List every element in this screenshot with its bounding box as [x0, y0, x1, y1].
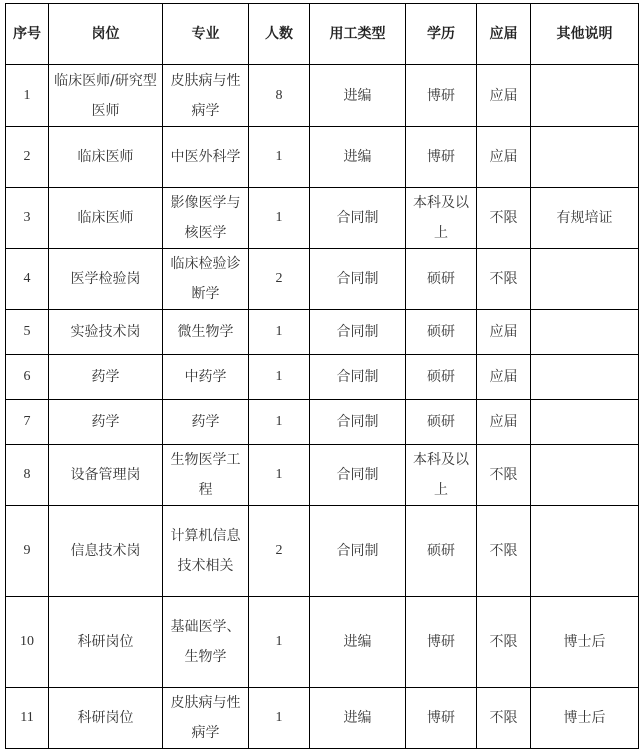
cell-type: 合同制 [310, 445, 406, 506]
cell-count: 1 [249, 127, 310, 188]
header-row [6, 4, 639, 65]
cell-fresh: 应届 [477, 355, 531, 400]
cell-fresh: 不限 [477, 597, 531, 688]
cell-edu: 博研 [406, 127, 477, 188]
cell-count: 1 [249, 688, 310, 749]
cell-count: 2 [249, 249, 310, 310]
cell-major: 基础医学、生物学 [163, 597, 249, 688]
cell-no: 1 [6, 65, 49, 127]
cell-major: 药学 [163, 400, 249, 445]
cell-major: 皮肤病与性病学 [163, 65, 249, 127]
cell-count: 2 [249, 506, 310, 597]
cell-note [531, 127, 639, 188]
cell-type: 合同制 [310, 188, 406, 249]
cell-post: 设备管理岗 [49, 445, 163, 506]
cell-edu: 硕研 [406, 310, 477, 355]
cell-no: 9 [6, 506, 49, 597]
cell-no: 8 [6, 445, 49, 506]
header-post: 岗位 [49, 4, 163, 65]
cell-note [531, 310, 639, 355]
cell-note: 博士后 [531, 688, 639, 749]
cell-type: 合同制 [310, 249, 406, 310]
cell-count: 1 [249, 310, 310, 355]
cell-post: 科研岗位 [49, 597, 163, 688]
cell-note [531, 249, 639, 310]
cell-edu: 本科及以上 [406, 188, 477, 249]
cell-type: 进编 [310, 688, 406, 749]
cell-type: 合同制 [310, 355, 406, 400]
cell-type: 进编 [310, 127, 406, 188]
header-edu: 学历 [406, 4, 477, 65]
header-note: 其他说明 [531, 4, 639, 65]
cell-fresh: 不限 [477, 188, 531, 249]
header-count: 人数 [249, 4, 310, 65]
cell-type: 进编 [310, 65, 406, 127]
cell-count: 1 [249, 400, 310, 445]
cell-post: 临床医师 [49, 127, 163, 188]
cell-note [531, 400, 639, 445]
cell-major: 临床检验诊断学 [163, 249, 249, 310]
cell-major: 中医外科学 [163, 127, 249, 188]
cell-fresh: 应届 [477, 310, 531, 355]
table-row [6, 65, 639, 127]
cell-major: 计算机信息技术相关 [163, 506, 249, 597]
cell-note [531, 506, 639, 597]
cell-major: 皮肤病与性病学 [163, 688, 249, 749]
cell-post: 信息技术岗 [49, 506, 163, 597]
cell-major: 生物医学工程 [163, 445, 249, 506]
cell-edu: 博研 [406, 597, 477, 688]
cell-count: 1 [249, 597, 310, 688]
table-row [6, 506, 639, 597]
cell-fresh: 应届 [477, 127, 531, 188]
table-row [6, 355, 639, 400]
header-major: 专业 [163, 4, 249, 65]
cell-fresh: 不限 [477, 445, 531, 506]
cell-edu: 硕研 [406, 506, 477, 597]
cell-type: 进编 [310, 597, 406, 688]
header-fresh: 应届 [477, 4, 531, 65]
cell-post: 临床医师/研究型医师 [49, 65, 163, 127]
cell-edu: 硕研 [406, 400, 477, 445]
cell-no: 10 [6, 597, 49, 688]
cell-note [531, 65, 639, 127]
cell-major: 中药学 [163, 355, 249, 400]
cell-edu: 硕研 [406, 355, 477, 400]
cell-type: 合同制 [310, 400, 406, 445]
table-row [6, 597, 639, 688]
table-row [6, 127, 639, 188]
recruitment-table [5, 3, 639, 749]
cell-note [531, 445, 639, 506]
cell-count: 1 [249, 445, 310, 506]
cell-no: 5 [6, 310, 49, 355]
cell-no: 4 [6, 249, 49, 310]
cell-post: 实验技术岗 [49, 310, 163, 355]
cell-count: 1 [249, 188, 310, 249]
cell-major: 影像医学与核医学 [163, 188, 249, 249]
cell-edu: 博研 [406, 65, 477, 127]
cell-count: 1 [249, 355, 310, 400]
cell-post: 临床医师 [49, 188, 163, 249]
cell-major: 微生物学 [163, 310, 249, 355]
cell-type: 合同制 [310, 310, 406, 355]
cell-no: 2 [6, 127, 49, 188]
cell-type: 合同制 [310, 506, 406, 597]
cell-no: 11 [6, 688, 49, 749]
cell-post: 药学 [49, 355, 163, 400]
cell-fresh: 应届 [477, 400, 531, 445]
cell-note [531, 355, 639, 400]
header-type: 用工类型 [310, 4, 406, 65]
table-row [6, 688, 639, 749]
cell-no: 6 [6, 355, 49, 400]
table-row [6, 400, 639, 445]
table-row [6, 249, 639, 310]
cell-no: 7 [6, 400, 49, 445]
cell-note: 有规培证 [531, 188, 639, 249]
cell-count: 8 [249, 65, 310, 127]
cell-fresh: 应届 [477, 65, 531, 127]
cell-edu: 博研 [406, 688, 477, 749]
cell-fresh: 不限 [477, 249, 531, 310]
cell-post: 医学检验岗 [49, 249, 163, 310]
cell-edu: 硕研 [406, 249, 477, 310]
cell-post: 科研岗位 [49, 688, 163, 749]
cell-edu: 本科及以上 [406, 445, 477, 506]
table-row [6, 188, 639, 249]
cell-no: 3 [6, 188, 49, 249]
cell-fresh: 不限 [477, 506, 531, 597]
table-row [6, 310, 639, 355]
header-no: 序号 [6, 4, 49, 65]
table-row [6, 445, 639, 506]
cell-fresh: 不限 [477, 688, 531, 749]
cell-note: 博士后 [531, 597, 639, 688]
cell-post: 药学 [49, 400, 163, 445]
